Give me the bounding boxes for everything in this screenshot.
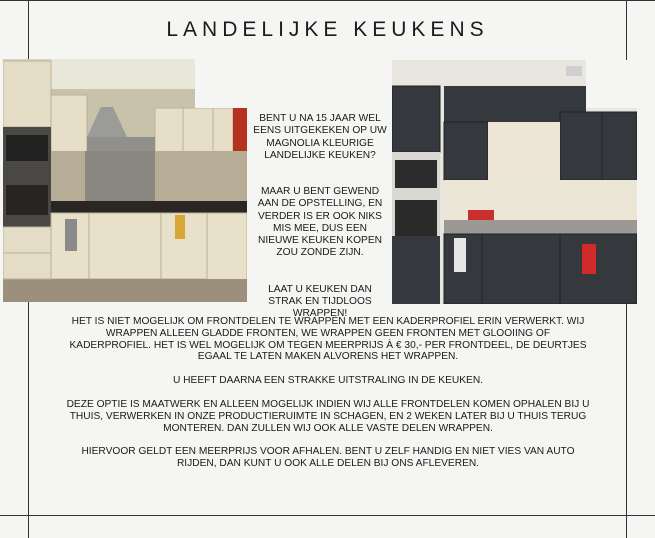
body-text — [66, 316, 590, 482]
frame-line-top — [0, 0, 655, 1]
intro-text — [252, 101, 388, 332]
body-paragraph-1: HET IS NIET MOGELIJK OM FRONTDELEN TE WRAPPEN MET EEN KADERPROFIEL ERIN VERWERKT. WIJ WRAPPEN ALLEEN GLADDE FRONTEN, WE WRAPPEN GEEN FRONTEN MET GLOOIING OF KADERPROFIEL. HET IS WEL MOGELIJK OM TEGEN MEERPRIJS À € 30,- PER FRONTDEEL, DE DEURTJES EGAAL TE LATEN MAKEN ALVORENS HET WRAPPEN. — [69, 316, 587, 363]
intro-paragraph-1: BENT U NA 15 JAAR WEL EENS UITGEKEKEN OP UW MAGNOLIA KLEURIGE LANDELIJKE KEUKEN? — [253, 113, 387, 161]
body-paragraph-4: HIERVOOR GELDT EEN MEERPRIJS VOOR AFHALEN. BENT U ZELF HANDIG EN NIET VIES VAN AUTO RIJDEN, DAN KUNT U OOK ALLE DELEN BIJ ONS AFLEVEREN. — [81, 446, 575, 470]
intro-paragraph-3: LAAT U KEUKEN DAN STRAK EN TIJDLOOS WRAPPEN! — [268, 283, 372, 320]
frame-line-bottom — [0, 515, 655, 516]
body-paragraph-3: DEZE OPTIE IS MAATWERK EN ALLEEN MOGELIJK INDIEN WIJ ALLE FRONTDELEN KOMEN OPHALEN BIJ U THUIS, VERWERKEN IN ONZE PRODUCTIERUIMTE IN SCHAGEN, EN 2 WEKEN LATER BIJ U THUIS TERUG MONTEREN. DAN ZULLEN WIJ OOK ALLE VASTE DELEN WRAPPEN. — [66, 398, 590, 434]
body-paragraph-2: U HEEFT DAARNA EEN STRAKKE UITSTRALING IN DE KEUKEN. — [172, 375, 484, 387]
intro-paragraph-2: MAAR U BENT GEWEND AAN DE OPSTELLING, EN VERDER IS ER OOK NIKS MIS MEE, DUS EEN NIEUWE KEUKEN KOPEN ZOU ZONDE ZIJN. — [257, 186, 383, 259]
page-title: LANDELIJKE KEUKENS — [166, 18, 489, 41]
before-kitchen-photo — [3, 59, 247, 302]
after-kitchen-photo — [392, 60, 637, 304]
